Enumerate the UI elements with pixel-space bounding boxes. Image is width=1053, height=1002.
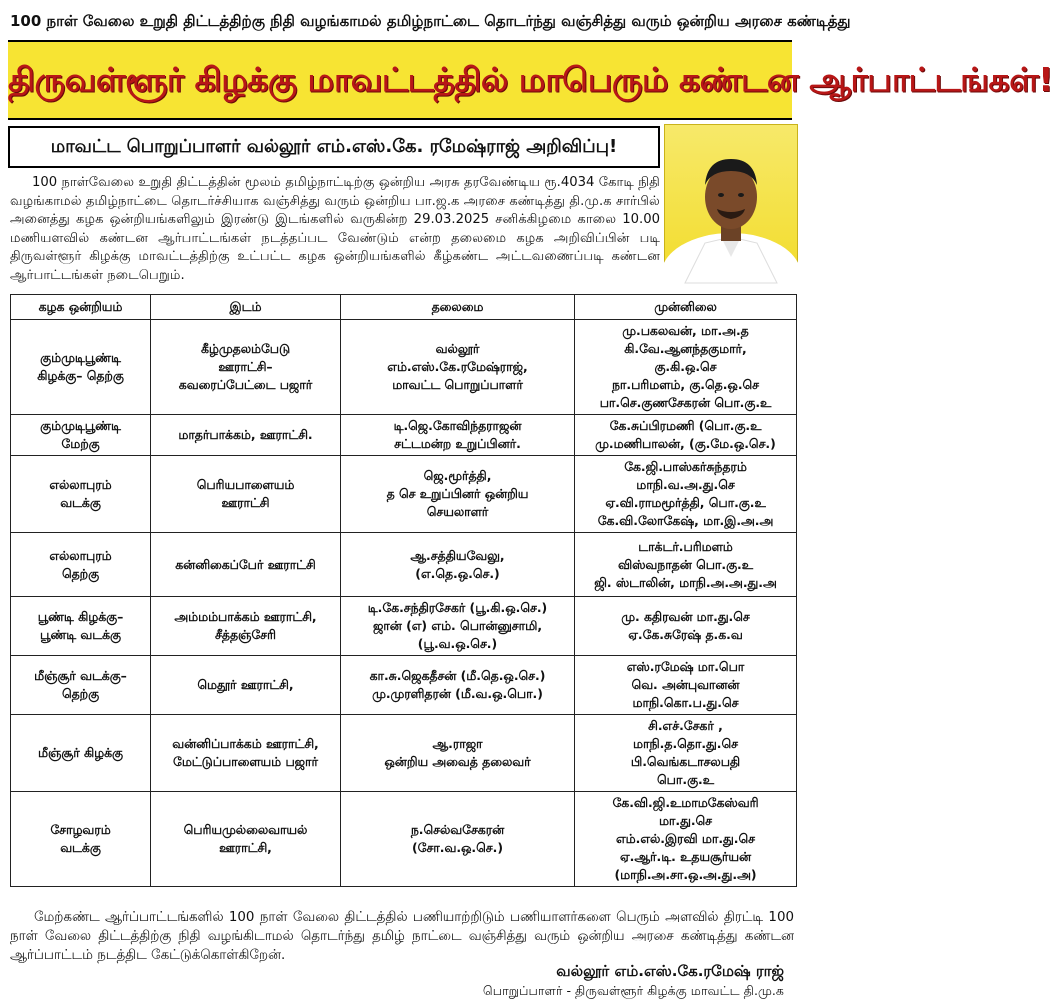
- union-cell-line: தெற்கு: [61, 565, 100, 581]
- place-cell-line: மேட்டுப்பாளையம் பஜார்: [173, 754, 318, 769]
- leadership-cell-line: எம்.எஸ்.கே.ரமேஷ்ராஜ்,: [387, 359, 528, 374]
- leadership-cell: [341, 320, 575, 415]
- place-cell: [151, 415, 341, 456]
- presence-cell: [575, 533, 797, 597]
- presence-cell-line: டாக்டர்.பரிமளம்: [638, 538, 733, 554]
- union-cell-line: கும்முடிபூண்டி: [40, 350, 121, 365]
- presence-cell-line: கே.வி.ஜி.உமாமகேஸ்வரி: [612, 795, 759, 810]
- presence-cell: [575, 415, 797, 456]
- place-cell: [151, 792, 341, 887]
- presence-cell-line: ஏ.கே.சுரேஷ் த.க.வ: [628, 627, 743, 642]
- leadership-cell-line: (எ.தெ.ஒ.செ.): [415, 565, 500, 581]
- union-cell-line: மேற்கு: [61, 436, 100, 451]
- presence-cell-line: ஏ.வி.ராமமூர்த்தி, பொ.கு.உ: [605, 495, 766, 510]
- presence-cell: [575, 597, 797, 656]
- presence-cell-line: சி.எச்.சேகர் ,: [648, 718, 723, 733]
- union-cell-line: மீஞ்சூர் கிழக்கு: [38, 745, 123, 760]
- header-presence: முன்னிலை: [575, 295, 797, 320]
- presence-cell-line: எஸ்.ரமேஷ் மா.பொ: [626, 659, 745, 674]
- headline-band: [8, 40, 1053, 120]
- union-cell-line: சோழவரம்: [50, 822, 111, 837]
- signatory-name: வல்லூர் எம்.எஸ்.கே.ரமேஷ் ராஜ்: [556, 962, 784, 980]
- leadership-cell-line: த செ உறுப்பினர் ஒன்றிய: [386, 486, 529, 501]
- place-cell-line: கவரைப்பேட்டை பஜார்: [178, 377, 313, 392]
- union-cell-line: தெற்கு: [61, 686, 100, 701]
- union-cell: [11, 656, 151, 715]
- union-cell-line: பூண்டி கிழக்கு–: [37, 609, 124, 624]
- leadership-cell-line: (சோ.வ.ஒ.செ.): [411, 840, 504, 855]
- union-cell: [11, 792, 151, 887]
- presence-cell-line: ஜி. ஸ்டாலின், மாநி.அ.அ.து.அ: [594, 574, 777, 590]
- presence-cell: [575, 656, 797, 715]
- closing-paragraph: மேற்கண்ட ஆர்ப்பாட்டங்களில் 100 நாள் வேலை திட்டத்தில் பணியாற்றிடும் பணியாளர்களை பெரும் அளவில் திரட்டி 100 நாள் வேலை திட்டத்திற்கு நிதி வழங்கிடாமல் தொடர்ந்து தமிழ் நாட்டை வஞ்சித்து வரும் ஒன்றிய அரசை கண்டித்து கண்டன ஆர்ப்பாட்டம் நடத்திட கேட்டுக்கொள்கிறேன்.: [10, 910, 794, 963]
- leadership-cell-line: ஆ.சத்தியவேலு,: [410, 547, 505, 563]
- presence-cell-line: கு.கி.ஒ.செ: [654, 359, 717, 374]
- place-cell-line: ஊராட்சி–: [218, 359, 273, 374]
- presence-cell-line: மு. கதிரவன் மா.து.செ: [621, 609, 750, 624]
- table-row: [11, 656, 797, 715]
- table-row: [11, 415, 797, 456]
- union-cell-line: வடக்கு: [60, 495, 101, 510]
- presence-cell: [575, 715, 797, 792]
- presence-cell-line: மு.பகலவன், மா.அ.த: [622, 323, 749, 338]
- leadership-cell-line: ஜான் (எ) எம். பொன்னுசாமி,: [372, 618, 543, 633]
- place-cell-line: வன்னிப்பாக்கம் ஊராட்சி,: [172, 736, 319, 751]
- leadership-cell-line: கா.சு.ஜெகதீசன் (மீ.தெ.ஒ.செ.): [369, 668, 546, 683]
- leadership-cell-line: செயலாளர்: [426, 504, 489, 519]
- presence-cell: [575, 320, 797, 415]
- presence-cell-line: (மாநி.அ.சா.ஒ.அ.து.அ): [614, 867, 757, 882]
- leadership-cell-line: ஜெ.மூர்த்தி,: [423, 468, 492, 483]
- table-row: [11, 320, 797, 415]
- leadership-cell-line: மு.முரளிதரன் (மீ.வ.ஒ.பொ.): [372, 686, 543, 701]
- table-row: [11, 597, 797, 656]
- table-row: [11, 456, 797, 533]
- presence-cell-line: மு.மணிபாலன், (கு.மே.ஒ.செ.): [595, 436, 776, 451]
- place-cell-line: கீழ்முதலம்பேடு: [200, 341, 291, 356]
- table-header-row: [11, 295, 797, 320]
- union-cell-line: வடக்கு: [60, 840, 101, 855]
- table-row: [11, 533, 797, 597]
- presence-cell-line: நா.பரிமளம், கு.தெ.ஒ.செ: [611, 377, 760, 392]
- leadership-cell-line: ஒன்றிய அவைத் தலைவர்: [384, 754, 531, 769]
- union-cell-line: கிழக்கு– தெற்கு: [37, 368, 124, 383]
- place-cell: [151, 656, 341, 715]
- place-cell-line: ஊராட்சி: [221, 495, 270, 510]
- place-cell-line: பெரியமுல்லைவாயல்: [183, 822, 308, 837]
- leadership-cell-line: வல்லூர்: [435, 341, 480, 356]
- table-body: [11, 320, 797, 887]
- portrait-illustration: [665, 125, 797, 283]
- presence-cell-line: மா.து.செ: [658, 813, 713, 828]
- leadership-cell: [341, 715, 575, 792]
- union-cell-line: கும்முடிபூண்டி: [40, 418, 121, 433]
- signatory-title: பொறுப்பாளர் - திருவள்ளூர் கிழக்கு மாவட்ட தி.மு.க: [482, 983, 784, 998]
- portrait-photo: [664, 124, 798, 284]
- presence-cell-line: கே.வி.லோகேஷ், மா.இ.அ.அ: [597, 513, 774, 528]
- header-place: இடம்: [151, 295, 341, 320]
- top-banner-text: 100 நாள் வேலை உறுதி திட்டத்திற்கு நிதி வழங்காமல் தமிழ்நாட்டை தொடர்ந்து வஞ்சித்து வரும் ஒன்றிய அரசை கண்டித்து: [10, 12, 851, 30]
- notice-page: [4, 2, 1053, 998]
- leadership-cell-line: சட்டமன்ற உறுப்பினர்.: [394, 436, 521, 451]
- leadership-cell: [341, 533, 575, 597]
- union-cell-line: பூண்டி வடக்கு: [39, 627, 121, 642]
- leadership-cell-line: மாவட்ட பொறுப்பாளர்: [392, 377, 523, 392]
- union-cell: [11, 533, 151, 597]
- table-row: [11, 715, 797, 792]
- presence-cell-line: கே.சுப்பிரமணி (பொ.கு.உ: [609, 418, 762, 433]
- leadership-cell: [341, 415, 575, 456]
- place-cell: [151, 597, 341, 656]
- presence-cell-line: மாநி.கொ.ப.து.செ: [632, 695, 739, 710]
- presence-cell-line: வெ. அன்புவானன்: [631, 677, 740, 692]
- place-cell-line: மாதர்பாக்கம், ஊராட்சி.: [178, 427, 313, 442]
- presence-cell-line: பா.செ.குணசேகரன் பொ.கு.உ: [599, 395, 772, 410]
- leadership-cell-line: டி.ஜெ.கோவிந்தராஜன்: [393, 418, 522, 433]
- leadership-cell-line: (பூ.வ.ஒ.செ.): [417, 636, 498, 651]
- place-cell-line: பெரியபாளையம்: [196, 477, 295, 492]
- place-cell: [151, 533, 341, 597]
- table-row: [11, 792, 797, 887]
- leadership-cell-line: டி.கே.சந்திரசேகர் (பூ.கி.ஒ.செ.): [367, 600, 548, 615]
- union-cell: [11, 715, 151, 792]
- union-cell-line: மீஞ்சூர் வடக்கு–: [34, 668, 127, 683]
- place-cell-line: சீத்தஞ்சேரி: [215, 627, 276, 642]
- protest-schedule-table: [10, 294, 797, 887]
- leadership-cell: [341, 456, 575, 533]
- union-cell: [11, 415, 151, 456]
- place-cell-line: ஊராட்சி,: [219, 840, 272, 855]
- place-cell-line: அம்மம்பாக்கம் ஊராட்சி,: [174, 609, 317, 624]
- presence-cell-line: கே.ஜி.பாஸ்கர்சுந்தரம்: [624, 459, 747, 474]
- presence-cell: [575, 792, 797, 887]
- union-cell: [11, 597, 151, 656]
- leadership-cell: [341, 597, 575, 656]
- union-cell: [11, 320, 151, 415]
- leadership-cell: [341, 656, 575, 715]
- presence-cell-line: கி.வே.ஆனந்தகுமார்,: [624, 341, 747, 356]
- presence-cell-line: மாநி.வ.அ.து.செ: [636, 477, 735, 492]
- presence-cell-line: எம்.எல்.இரவி மா.து.செ: [616, 831, 755, 846]
- presence-cell-line: பி.வெங்கடாசலபதி: [630, 754, 741, 769]
- place-cell-line: மெதூர் ஊராட்சி,: [197, 677, 294, 692]
- presence-cell: [575, 456, 797, 533]
- place-cell-line: கன்னிகைப்பேர் ஊராட்சி: [175, 556, 316, 572]
- header-leadership: தலைமை: [341, 295, 575, 320]
- presence-cell-line: பொ.கு.உ: [657, 772, 714, 787]
- intro-paragraph: 100 நாள்வேலை உறுதி திட்டத்தின் மூலம் தமிழ்நாட்டிற்கு ஒன்றிய அரசு தரவேண்டிய ரூ.4034 கோடி நிதி வழங்காமல் தமிழ்நாட்டை தொடர்ச்சியாக வஞ்சித்து வரும் ஒன்றிய பா.ஜ.க அரசை கண்டித்து தி.மு.க சார்பில் அனைத்து கழக ஒன்றியங்களிலும் இரண்டு இடங்களில் வருகின்ற 29.03.2025 சனிக்கிழமை காலை 10.00 மணியளவில் கண்டன ஆர்பாட்டங்கள் நடத்தப்பட வேண்டும் என்ற தலைமை கழக அறிவிப்பின் படி திருவள்ளூர் கிழக்கு மாவட்டத்திற்கு உட்பட்ட கழக ஒன்றியங்களில் கீழ்கண்ட அட்டவணைப்படி கண்டன ஆர்பாட்டங்கள் நடைபெறும்.: [10, 175, 660, 283]
- place-cell: [151, 715, 341, 792]
- union-cell-line: எல்லாபுரம்: [49, 547, 112, 563]
- presence-cell-line: மாநி.த.தொ.து.செ: [632, 736, 739, 751]
- presence-cell-line: ஏ.ஆர்.டி. உதயசூர்யன்: [620, 849, 751, 864]
- place-cell: [151, 320, 341, 415]
- leadership-cell-line: ஆ.ராஜா: [432, 736, 483, 751]
- presence-cell-line: விஸ்வநாதன் பொ.கு.உ: [617, 556, 754, 572]
- union-cell-line: எல்லாபுரம்: [49, 477, 112, 492]
- leadership-cell: [341, 792, 575, 887]
- union-cell: [11, 456, 151, 533]
- place-cell: [151, 456, 341, 533]
- announcement-subhead: மாவட்ட பொறுப்பாளர் வல்லூர் எம்.எஸ்.கே. ரமேஷ்ராஜ் அறிவிப்பு!: [8, 126, 660, 168]
- headline: திருவள்ளூர் கிழக்கு மாவட்டத்தில் மாபெரும் கண்டன ஆர்பாட்டங்கள்!: [8, 60, 1053, 99]
- header-union: கழக ஒன்றியம்: [11, 295, 151, 320]
- leadership-cell-line: ந.செல்வசேகரன்: [410, 822, 505, 837]
